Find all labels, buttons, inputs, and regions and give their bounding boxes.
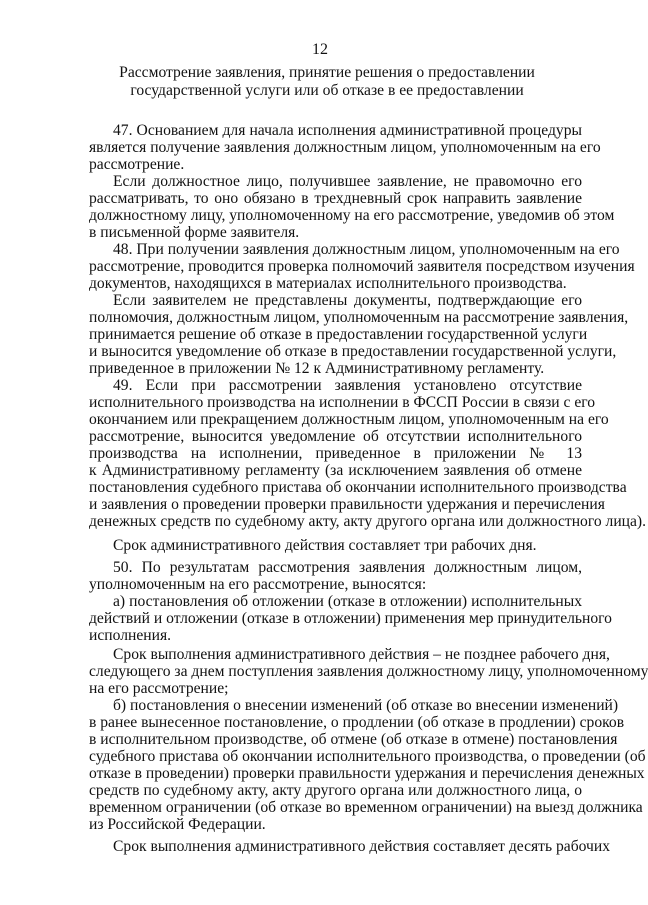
section-heading bbox=[80, 64, 574, 100]
text-line: в ранее вынесенное постановление, о продлении (об отказе в продлении) сроков bbox=[89, 714, 625, 731]
text-line: в исполнительном производстве, об отмене (об отказе в отмене) постановления bbox=[89, 731, 618, 748]
text-line: рассмотрение, проводится проверка полномочий заявителя посредством изучения bbox=[89, 258, 635, 275]
text-line: полномочия, должностным лицом, уполномоченным на рассмотрение заявления, bbox=[89, 309, 629, 326]
text-line: документов, находящихся в материалах исполнительного производства. bbox=[89, 275, 567, 292]
text-line: в письменной форме заявителя. bbox=[89, 224, 300, 241]
text-line: на его рассмотрение; bbox=[89, 680, 229, 697]
paragraph bbox=[89, 292, 629, 377]
text-line: 50. По результатам рассмотрения заявления должностным лицом, bbox=[113, 559, 582, 576]
document-body bbox=[89, 122, 648, 855]
text-line: 47. Основанием для начала исполнения административной процедуры bbox=[113, 122, 582, 139]
text-line: б) постановления о внесении изменений (об отказе во внесении изменений) bbox=[113, 697, 619, 714]
paragraph bbox=[89, 646, 648, 697]
text-line: Срок выполнения административного действия составляет десять рабочих bbox=[113, 838, 611, 855]
text-line: рассматривать, то оно обязано в трехдневный срок направить заявление bbox=[89, 190, 582, 207]
section-heading-line: Рассмотрение заявления, принятие решения о предоставлении bbox=[119, 64, 535, 81]
text-line: исполнения. bbox=[89, 627, 172, 644]
text-line: и выносится уведомление об отказе в предоставлении государственной услуги, bbox=[89, 343, 617, 360]
page-number: 12 bbox=[312, 41, 328, 58]
paragraph bbox=[89, 241, 635, 292]
text-line: действий и отложении (отказе в отложении) применения мер принудительного bbox=[89, 610, 612, 627]
paragraph bbox=[89, 122, 601, 173]
text-line: судебного пристава об окончании исполнительного производства, о проведении (об bbox=[89, 748, 646, 765]
text-line: уполномоченным на его рассмотрение, выносятся: bbox=[89, 576, 427, 593]
text-line: 48. При получении заявления должностным лицом, уполномоченным на его bbox=[113, 241, 620, 258]
text-line: Срок административного действия составляет три рабочих дня. bbox=[113, 537, 537, 554]
paragraph bbox=[89, 559, 582, 593]
paragraph bbox=[89, 537, 582, 554]
text-line: а) постановления об отложении (отказе в отложении) исполнительных bbox=[113, 593, 582, 610]
paragraph bbox=[89, 593, 612, 644]
text-line: и заявления о проведении проверки правильности удержания и перечисления bbox=[89, 496, 605, 513]
text-line: временном ограничении (об отказе во временном ограничении) на выезд должника bbox=[89, 799, 643, 816]
text-line: приведенное в приложении № 12 к Административному регламенту. bbox=[89, 360, 545, 377]
text-line: принимается решение об отказе в предоставлении государственной услуги bbox=[89, 326, 588, 343]
text-line: средств по судебному акту, акту другого органа или должностного лица, о bbox=[89, 782, 582, 799]
text-line: должностному лицу, уполномоченному на его рассмотрение, уведомив об этом bbox=[89, 207, 615, 224]
text-line: постановления судебного пристава об окончании исполнительного производства bbox=[89, 479, 627, 496]
text-line: Срок выполнения административного действия – не позднее рабочего дня, bbox=[113, 646, 610, 663]
section-heading-line: государственной услуги или об отказе в ее предоставлении bbox=[130, 82, 524, 99]
text-line: Если должностное лицо, получившее заявление, не правомочно его bbox=[113, 173, 582, 190]
text-line: рассмотрение, выносится уведомление об отсутствии исполнительного bbox=[89, 428, 582, 445]
text-line: следующего за днем поступления заявления должностному лицу, уполномоченному bbox=[89, 663, 648, 680]
text-line: 49. Если при рассмотрении заявления установлено отсутствие bbox=[113, 377, 582, 394]
paragraph bbox=[89, 697, 646, 833]
text-line: отказе в проведении) проверки правильности удержания и перечисления денежных bbox=[89, 765, 645, 782]
text-line: производства на исполнении, приведенное в приложении № 13 bbox=[89, 445, 582, 462]
paragraph bbox=[89, 173, 615, 241]
text-line: рассмотрение. bbox=[89, 156, 185, 173]
text-line: к Административному регламенту (за исключением заявления об отмене bbox=[89, 462, 582, 479]
text-line: из Российской Федерации. bbox=[89, 816, 266, 833]
paragraph bbox=[89, 838, 611, 855]
text-line: является получение заявления должностным лицом, уполномоченным на его bbox=[89, 139, 601, 156]
text-line: Если заявителем не представлены документы, подтверждающие его bbox=[113, 292, 582, 309]
text-line: исполнительного производства на исполнении в ФССП России в связи с его bbox=[89, 394, 596, 411]
text-line: денежных средств по судебному акту, акту другого органа или должностного лица). bbox=[89, 513, 647, 530]
text-line: окончанием или прекращением должностным лицом, уполномоченным на его bbox=[89, 411, 609, 428]
paragraph bbox=[89, 377, 647, 530]
